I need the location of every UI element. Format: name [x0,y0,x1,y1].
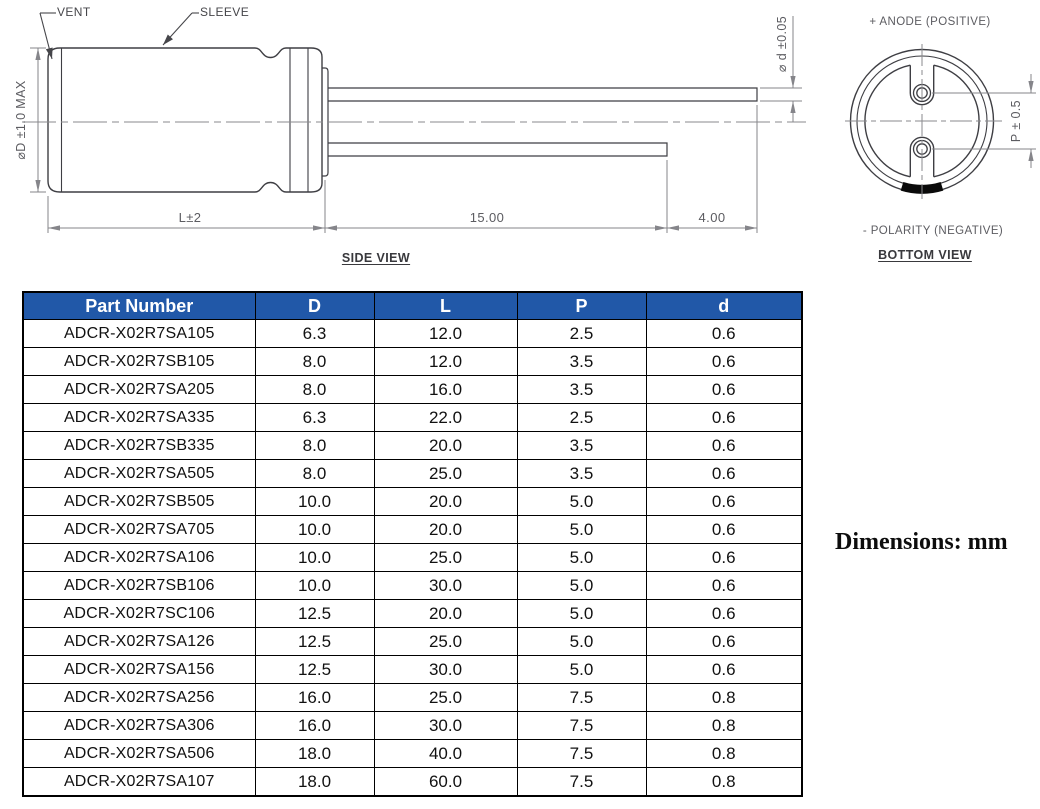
dimension-value-cell: 0.6 [646,600,802,628]
dimension-value-cell: 0.8 [646,684,802,712]
dimension-value-cell: 7.5 [517,740,646,768]
part-number-cell: ADCR-X02R7SB335 [23,432,255,460]
dimension-value-cell: 30.0 [374,572,517,600]
dimension-value-cell: 8.0 [255,376,374,404]
units-note: Dimensions: mm [835,529,1008,555]
dimension-value-cell: 10.0 [255,572,374,600]
part-number-cell: ADCR-X02R7SA335 [23,404,255,432]
dimension-value-cell: 2.5 [517,404,646,432]
dimension-value-cell: 0.8 [646,740,802,768]
table-body [23,320,802,797]
dimension-value-cell: 7.5 [517,684,646,712]
part-number-cell: ADCR-X02R7SA107 [23,768,255,797]
capacitor-body-outline [48,48,322,192]
table-row [23,460,802,488]
part-number-cell: ADCR-X02R7SA106 [23,544,255,572]
dimension-value-cell: 5.0 [517,544,646,572]
table-row [23,712,802,740]
table-row [23,600,802,628]
side-view-caption: SIDE VIEW [341,251,411,265]
dimension-value-cell: 0.8 [646,768,802,797]
polarity-label: - POLARITY (NEGATIVE) [862,225,1004,237]
table-row [23,656,802,684]
dimension-value-cell: 16.0 [374,376,517,404]
dimension-value-cell: 0.8 [646,712,802,740]
dimension-value-cell: 0.6 [646,432,802,460]
dimension-value-cell: 12.0 [374,348,517,376]
lead-trim-label: 4.00 [698,210,726,225]
dimension-value-cell: 0.6 [646,460,802,488]
dimension-value-cell: 16.0 [255,684,374,712]
table-row [23,572,802,600]
dimension-value-cell: 20.0 [374,516,517,544]
dimension-value-cell: 3.5 [517,348,646,376]
dimension-value-cell: 12.5 [255,656,374,684]
part-dimensions-table [22,291,803,797]
dimension-value-cell: 18.0 [255,768,374,797]
header-p: P [517,292,646,320]
dimension-value-cell: 6.3 [255,320,374,348]
table-row [23,684,802,712]
dimension-value-cell: 0.6 [646,488,802,516]
table-header [23,292,802,320]
table-row [23,628,802,656]
dimension-value-cell: 5.0 [517,572,646,600]
header-d-lower: d [646,292,802,320]
table-row [23,516,802,544]
diameter-dimension [30,48,46,192]
table-row [23,404,802,432]
dimension-value-cell: 16.0 [255,712,374,740]
dimension-value-cell: 8.0 [255,348,374,376]
dimension-value-cell: 3.5 [517,432,646,460]
part-number-cell: ADCR-X02R7SA506 [23,740,255,768]
lead-diameter-label: ⌀ d ±0.05 [775,15,789,73]
body-seam-lines [62,48,309,192]
part-number-cell: ADCR-X02R7SA205 [23,376,255,404]
dimension-value-cell: 10.0 [255,488,374,516]
dimension-value-cell: 20.0 [374,600,517,628]
dimension-value-cell: 12.0 [374,320,517,348]
dimension-value-cell: 8.0 [255,460,374,488]
dimension-value-cell: 60.0 [374,768,517,797]
dimension-value-cell: 12.5 [255,628,374,656]
dimension-value-cell: 0.6 [646,572,802,600]
vent-label: VENT [57,5,91,19]
dimension-value-cell: 5.0 [517,600,646,628]
table-row [23,488,802,516]
part-number-cell: ADCR-X02R7SC106 [23,600,255,628]
part-number-cell: ADCR-X02R7SA156 [23,656,255,684]
dimension-value-cell: 12.5 [255,600,374,628]
cathode-lead [328,143,667,156]
sleeve-leader [163,13,199,45]
dimension-value-cell: 0.6 [646,628,802,656]
technical-drawing [0,0,1040,285]
table-row [23,376,802,404]
dimension-value-cell: 20.0 [374,432,517,460]
dimension-value-cell: 22.0 [374,404,517,432]
part-number-cell: ADCR-X02R7SA105 [23,320,255,348]
dimension-value-cell: 5.0 [517,488,646,516]
dimension-value-cell: 0.6 [646,320,802,348]
dimension-value-cell: 7.5 [517,768,646,797]
table-row [23,432,802,460]
dimension-value-cell: 0.6 [646,404,802,432]
dimension-value-cell: 40.0 [374,740,517,768]
dimension-value-cell: 3.5 [517,376,646,404]
dimension-value-cell: 10.0 [255,544,374,572]
anode-lead [328,88,757,101]
dimension-value-cell: 10.0 [255,516,374,544]
dimension-value-cell: 6.3 [255,404,374,432]
table-row [23,348,802,376]
pitch-label: P ± 0.5 [1009,99,1023,143]
part-number-cell: ADCR-X02R7SA505 [23,460,255,488]
anode-label: + ANODE (POSITIVE) [869,16,991,28]
sleeve-label: SLEEVE [200,5,250,19]
part-number-cell: ADCR-X02R7SB505 [23,488,255,516]
body-diameter-label: ⌀D ±1.0 MAX [14,80,28,160]
dimension-value-cell: 20.0 [374,488,517,516]
header-l: L [374,292,517,320]
vent-leader [40,13,56,59]
body-length-label: L±2 [178,210,202,225]
dimension-value-cell: 18.0 [255,740,374,768]
dimension-value-cell: 25.0 [374,628,517,656]
table-row [23,320,802,348]
table-row [23,768,802,797]
dimension-value-cell: 5.0 [517,656,646,684]
dimension-value-cell: 3.5 [517,460,646,488]
part-number-cell: ADCR-X02R7SA705 [23,516,255,544]
part-number-cell: ADCR-X02R7SB106 [23,572,255,600]
dimension-value-cell: 0.6 [646,544,802,572]
dimension-value-cell: 7.5 [517,712,646,740]
part-number-cell: ADCR-X02R7SA256 [23,684,255,712]
dimension-value-cell: 30.0 [374,712,517,740]
table-row [23,740,802,768]
dimension-value-cell: 0.6 [646,376,802,404]
dimension-value-cell: 0.6 [646,516,802,544]
lead-length-label: 15.00 [469,210,505,225]
dimension-value-cell: 25.0 [374,460,517,488]
header-d: D [255,292,374,320]
part-number-cell: ADCR-X02R7SA306 [23,712,255,740]
header-part-number: Part Number [23,292,255,320]
dimension-value-cell: 8.0 [255,432,374,460]
bottom-view-caption: BOTTOM VIEW [878,248,972,262]
table-row [23,544,802,572]
dimension-value-cell: 25.0 [374,684,517,712]
part-number-cell: ADCR-X02R7SA126 [23,628,255,656]
table-header-row [23,292,802,320]
dimension-value-cell: 0.6 [646,348,802,376]
part-number-cell: ADCR-X02R7SB105 [23,348,255,376]
dimension-value-cell: 25.0 [374,544,517,572]
side-view-drawing [22,13,806,233]
dimension-value-cell: 0.6 [646,656,802,684]
dimension-value-cell: 30.0 [374,656,517,684]
dimension-value-cell: 5.0 [517,628,646,656]
dimension-value-cell: 5.0 [517,516,646,544]
dimension-value-cell: 2.5 [517,320,646,348]
bottom-view-crosshair [845,44,1002,199]
